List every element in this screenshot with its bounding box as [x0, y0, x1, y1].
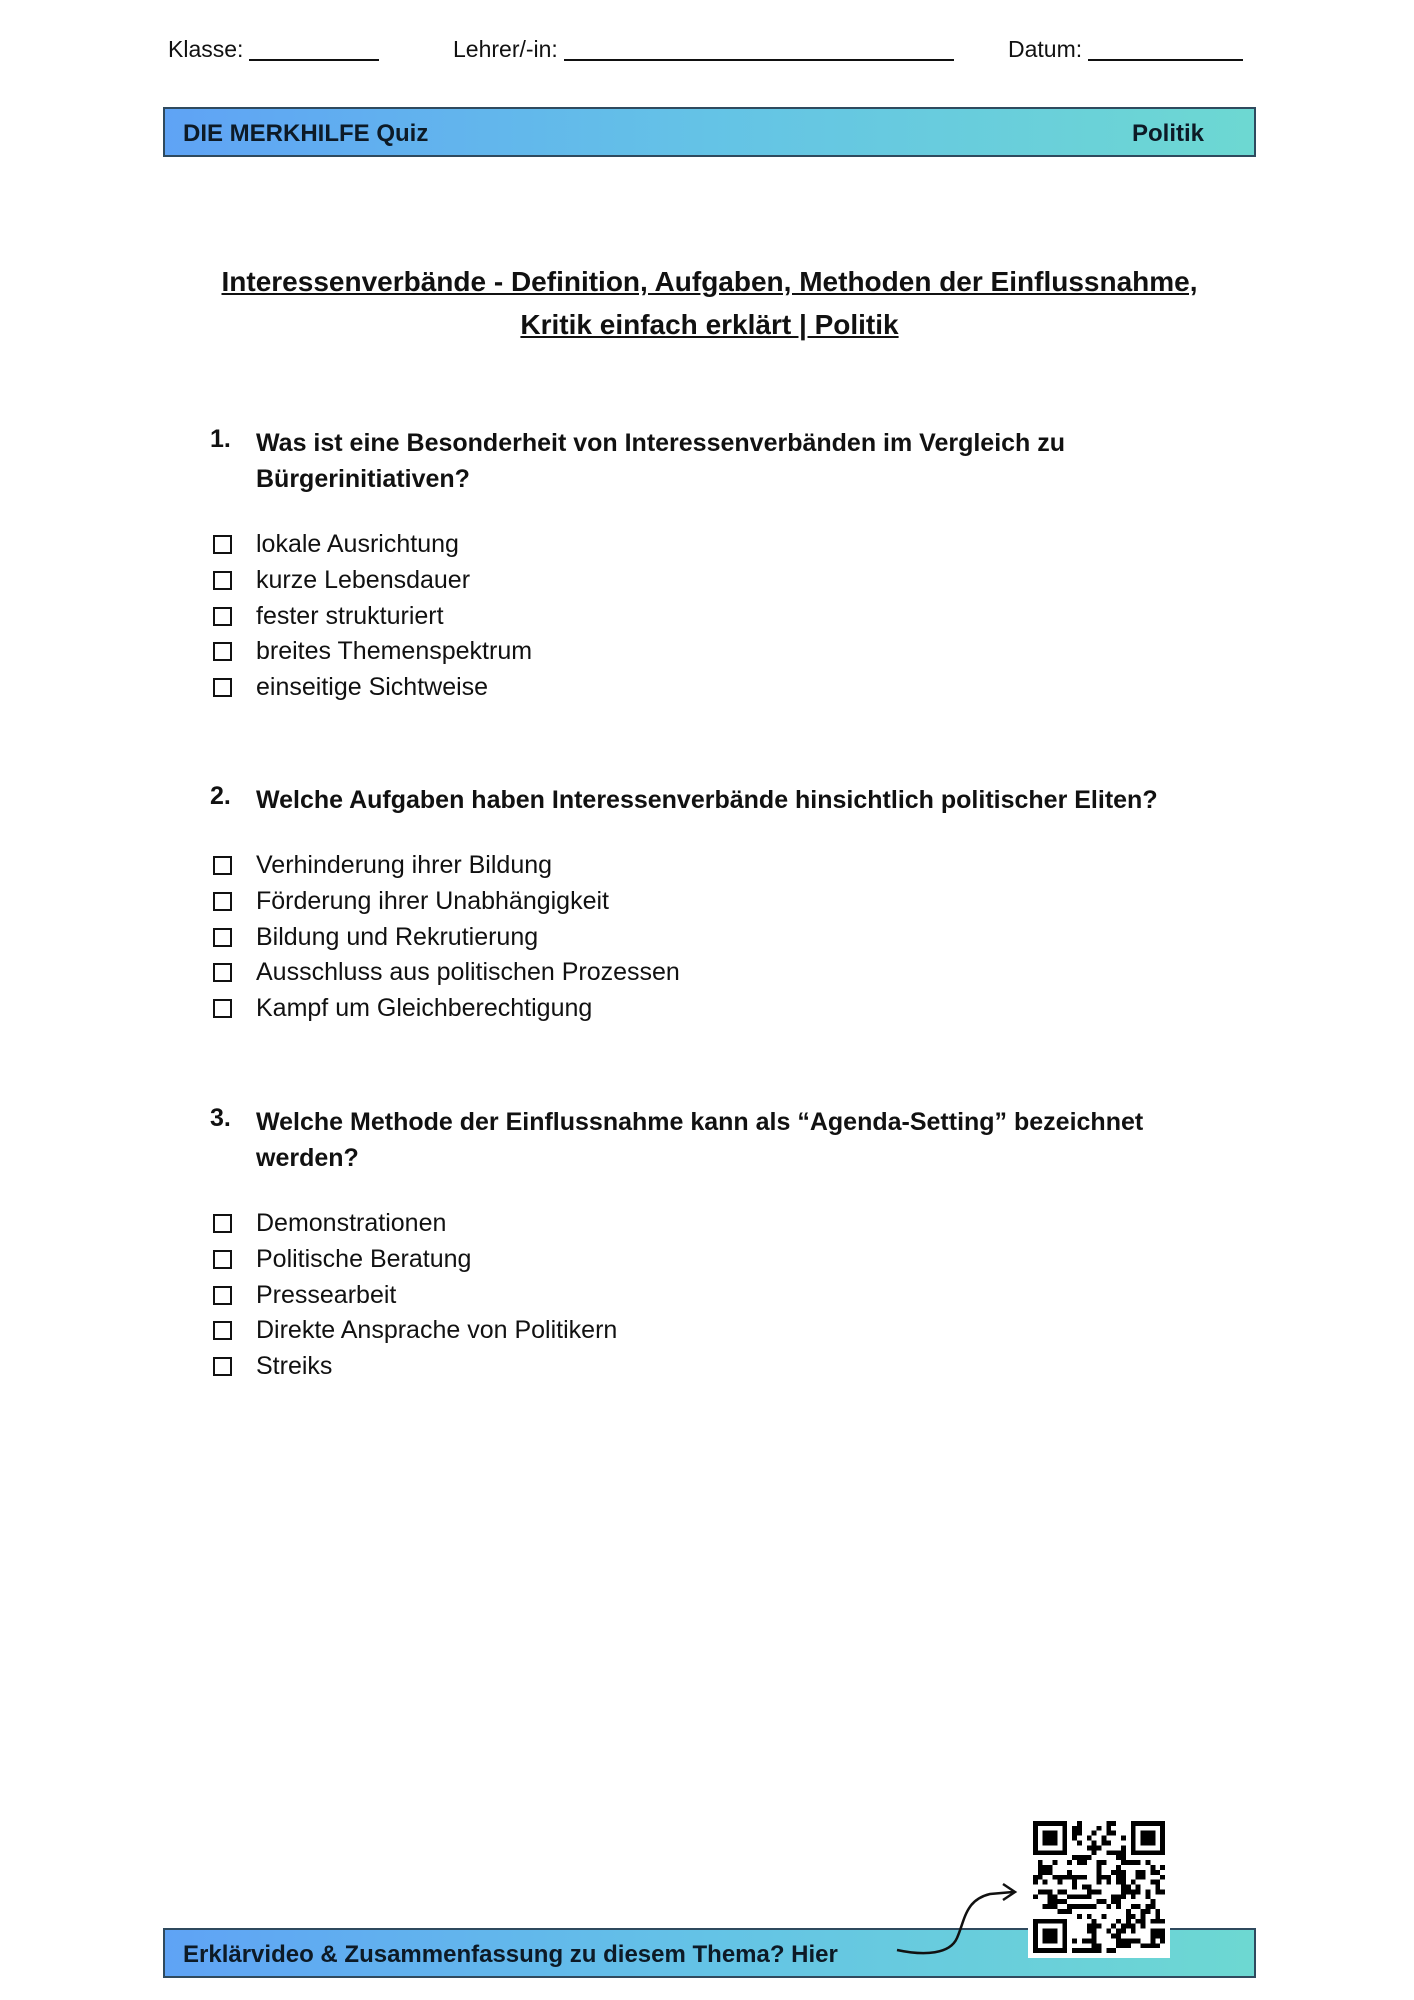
- checkbox-icon[interactable]: [213, 892, 232, 911]
- option-label: Politische Beratung: [256, 1245, 472, 1274]
- checkbox-icon[interactable]: [213, 535, 232, 554]
- option-item[interactable]: [210, 563, 532, 599]
- option-label: Kampf um Gleichberechtigung: [256, 994, 593, 1023]
- option-item[interactable]: [210, 848, 680, 884]
- option-label: Pressearbeit: [256, 1280, 397, 1309]
- footer-text: Erklärvideo & Zusammenfassung zu diesem Thema? Hier: [183, 1941, 838, 1968]
- page-title: [163, 260, 1256, 346]
- option-label: breites Themenspektrum: [256, 637, 533, 666]
- question-text: Was ist eine Besonderheit von Interessenverbänden im Vergleich zu Bürgerinitiativen?: [256, 429, 1066, 493]
- option-item[interactable]: [210, 1313, 617, 1349]
- option-item[interactable]: [210, 1349, 617, 1385]
- question-text: Welche Methode der Einflussnahme kann als “Agenda-Setting” bezeichnet werden?: [256, 1108, 1144, 1172]
- checkbox-icon[interactable]: [213, 1357, 232, 1376]
- option-item[interactable]: [210, 955, 680, 991]
- title-line-1: Interessenverbände - Definition, Aufgaben, Methoden der Einflussnahme,: [221, 266, 1198, 297]
- option-item[interactable]: [210, 1242, 617, 1278]
- option-label: Förderung ihrer Unabhängigkeit: [256, 887, 609, 916]
- checkbox-icon[interactable]: [213, 1286, 232, 1305]
- datum-blank[interactable]: [1088, 39, 1243, 61]
- option-label: Bildung und Rekrutierung: [256, 922, 539, 951]
- checkbox-icon[interactable]: [213, 999, 232, 1018]
- option-label: Ausschluss aus politischen Prozessen: [256, 958, 680, 987]
- checkbox-icon[interactable]: [213, 856, 232, 875]
- klasse-blank[interactable]: [249, 39, 379, 61]
- option-label: Verhinderung ihrer Bildung: [256, 851, 553, 880]
- question-number: 2.: [210, 782, 231, 810]
- option-label: kurze Lebensdauer: [256, 566, 471, 595]
- option-label: Direkte Ansprache von Politikern: [256, 1316, 618, 1345]
- checkbox-icon[interactable]: [213, 678, 232, 697]
- option-item[interactable]: [210, 919, 680, 955]
- checkbox-icon[interactable]: [213, 1214, 232, 1233]
- option-item[interactable]: [210, 884, 680, 920]
- option-item[interactable]: [210, 634, 532, 670]
- question-text: Welche Aufgaben haben Interessenverbände hinsichtlich politischer Eliten?: [256, 786, 1158, 814]
- lehrer-label: Lehrer/-in:: [453, 36, 558, 62]
- datum-label: Datum:: [1008, 36, 1083, 62]
- klasse-label: Klasse:: [168, 36, 244, 62]
- title-line-2: Kritik einfach erklärt | Politik: [520, 309, 899, 340]
- option-item[interactable]: [210, 598, 532, 634]
- checkbox-icon[interactable]: [213, 607, 232, 626]
- checkbox-icon[interactable]: [213, 642, 232, 661]
- datum-field: [1008, 36, 1243, 63]
- option-item[interactable]: [210, 527, 532, 563]
- checkbox-icon[interactable]: [213, 1250, 232, 1269]
- option-label: fester strukturiert: [256, 601, 444, 630]
- option-list: [210, 1206, 617, 1384]
- qr-code-icon[interactable]: [1028, 1816, 1170, 1958]
- option-list: [210, 527, 532, 705]
- top-banner: [163, 107, 1256, 157]
- option-item[interactable]: [210, 991, 680, 1027]
- curved-arrow-icon: [895, 1880, 1030, 1960]
- banner-title: DIE MERKHILFE Quiz: [183, 120, 429, 147]
- option-label: Demonstrationen: [256, 1209, 447, 1238]
- option-list: [210, 848, 680, 1026]
- lehrer-blank[interactable]: [564, 39, 954, 61]
- question-number: 1.: [210, 425, 231, 453]
- option-item[interactable]: [210, 670, 532, 706]
- option-item[interactable]: [210, 1277, 617, 1313]
- klasse-field: [168, 36, 379, 63]
- option-label: lokale Ausrichtung: [256, 530, 459, 559]
- option-label: einseitige Sichtweise: [256, 673, 489, 702]
- checkbox-icon[interactable]: [213, 1321, 232, 1340]
- banner-subject: Politik: [1131, 120, 1204, 147]
- question-number: 3.: [210, 1104, 231, 1132]
- option-label: Streiks: [256, 1352, 333, 1381]
- checkbox-icon[interactable]: [213, 928, 232, 947]
- checkbox-icon[interactable]: [213, 963, 232, 982]
- option-item[interactable]: [210, 1206, 617, 1242]
- checkbox-icon[interactable]: [213, 571, 232, 590]
- lehrer-field: [453, 36, 954, 63]
